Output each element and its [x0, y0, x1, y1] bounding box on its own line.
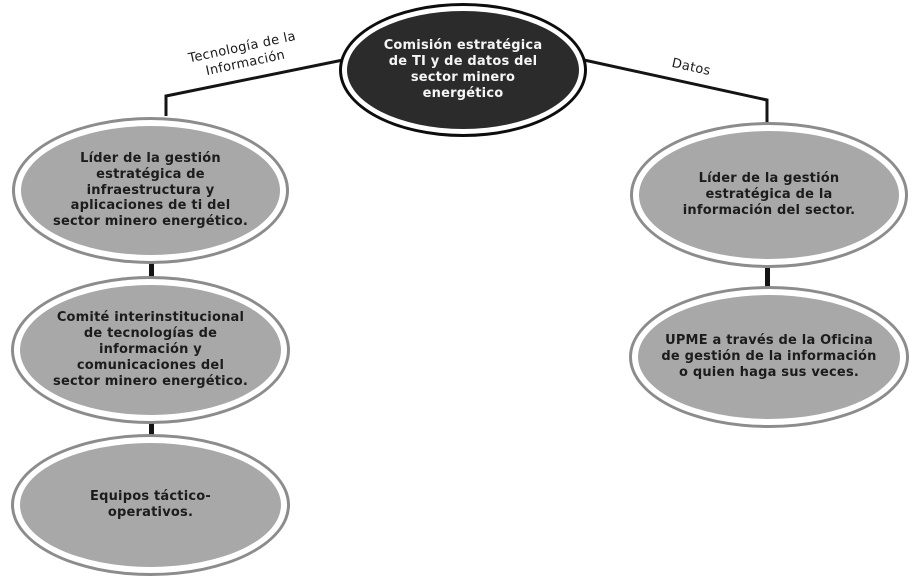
root-node-body [347, 11, 579, 129]
node-label: Líder de la gestión estratégica de infraestructura y aplicaciones de ti del sector minero energético. [53, 150, 248, 230]
node-label: UPME a través de la Oficina de gestión de la información o quien haga sus veces. [661, 333, 877, 380]
node-ti-lider-gestion [12, 117, 289, 264]
node-label: Equipos táctico-operativos. [90, 489, 211, 520]
node-body [638, 295, 900, 419]
node-ti-comite-interinstitucional [11, 276, 290, 424]
node-body [20, 443, 281, 567]
node-body [20, 285, 281, 415]
node-body [639, 131, 899, 259]
node-label: Comité interinstitucional de tecnologías de información y comunicaciones del sector minero energético. [53, 310, 248, 389]
node-label: Líder de la gestión estratégica de la información del sector. [682, 171, 856, 218]
root-node [339, 3, 587, 137]
node-body [21, 126, 280, 255]
node-ti-equipos-tactico-operativos [11, 434, 290, 576]
branch-label-datos: Datos [670, 55, 712, 80]
node-datos-upme-oficina [629, 286, 909, 428]
root-node-label: Comisión estratégica de TI y de datos del sector minero energético [383, 38, 543, 101]
branch-label-tecnologia: Tecnología de la Información [187, 28, 298, 80]
node-datos-lider-gestion [630, 122, 908, 268]
